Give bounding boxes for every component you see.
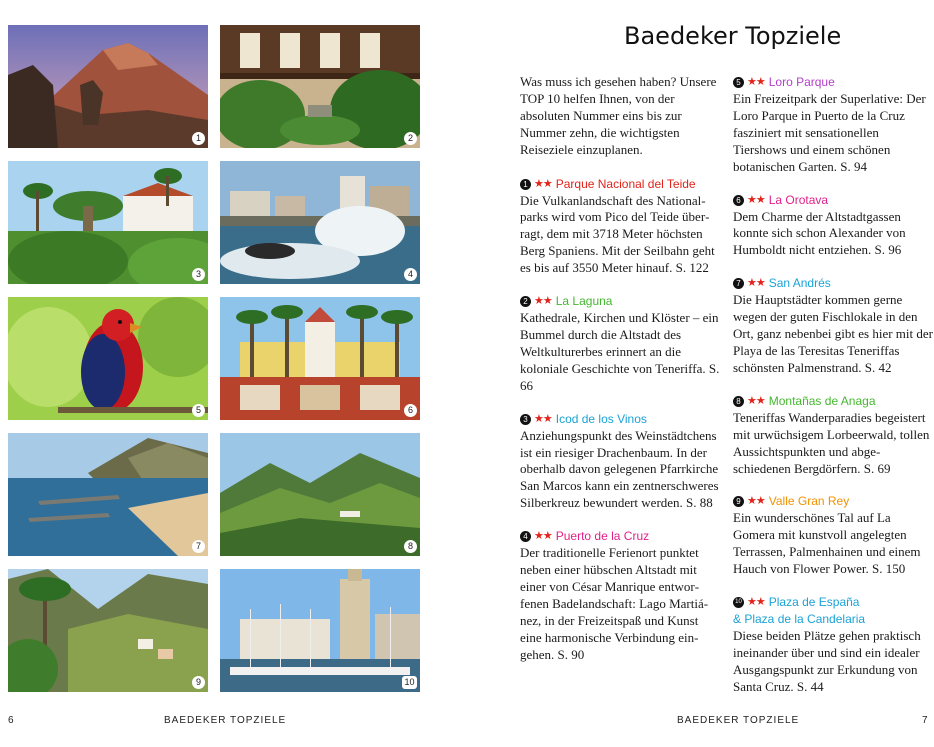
photo-number: 1 xyxy=(192,132,205,145)
entry-heading xyxy=(733,74,933,91)
photo-plaza-palms xyxy=(220,297,420,420)
entry-title: Valle Gran Rey xyxy=(768,494,850,509)
page-number-left: 6 xyxy=(8,715,15,726)
entry-description: Anziehungspunkt des Weinstädtchens ist ein riesiger Drachenbaum. In der oberhalb davon gelegenen Pfarrkirche San Marcos kann ein zentnerschweres Silberkreuz bewundert werden. S. 88 xyxy=(520,427,719,511)
entry-heading xyxy=(733,192,933,209)
entry-heading xyxy=(520,176,720,193)
photo-anaga-mountains xyxy=(220,433,420,556)
running-header-right: BAEDEKER TOPZIELE xyxy=(677,715,800,726)
entry-title-line-2: & Plaza de la Candelaria xyxy=(733,612,866,627)
text-column-right xyxy=(733,74,933,712)
entry-description: Teneriffas Wanderparadies begeistert mit urwüchsigem Lorbeerwald, tollen Aussichtspunkten und abgeschiedenen Bergdörfern. S. 69 xyxy=(733,409,930,476)
entry-number-badge: 2 xyxy=(520,296,531,307)
photo-number: 6 xyxy=(404,404,417,417)
entry-description: Kathedrale, Kirchen und Klöster – ein Bummel durch die Altstadt des Weltkulturerbes erinnert an die koloniale Geschichte von Teneriffa. S. 66 xyxy=(520,310,720,393)
photo-teide xyxy=(8,25,208,148)
entry-number-badge: 5 xyxy=(733,77,744,88)
photo-parrot xyxy=(8,297,208,420)
entry-description: Der traditionelle Ferienort punktet neben einer hübschen Altstadt mit einer von César Manrique entworfenen Badelandschaft: Lago Martiánez, in der Freizeitspaß und Kunst eine harmonische Verbindung eingehen. S. 90 xyxy=(520,545,709,662)
entry-heading xyxy=(520,528,720,545)
entry-number-badge: 7 xyxy=(733,278,744,289)
two-star-icon: ★★ xyxy=(747,277,765,290)
photo-number: 10 xyxy=(402,676,417,689)
top-entry-9 xyxy=(733,493,933,578)
entry-description: Diese beiden Plätze gehen praktisch ineinander über und sind ein idealer Ausgangspunkt zur Erkundung von Santa Cruz. S. 44 xyxy=(733,628,921,694)
two-star-icon: ★★ xyxy=(534,412,552,425)
entry-number-badge: 9 xyxy=(733,496,744,507)
entry-number-badge: 8 xyxy=(733,396,744,407)
entry-heading xyxy=(733,594,933,611)
top-entry-7 xyxy=(733,275,933,377)
entry-number-badge: 6 xyxy=(733,195,744,206)
two-star-icon: ★★ xyxy=(747,394,765,407)
entry-title: La Laguna xyxy=(555,294,613,309)
entry-title: Montañas de Anaga xyxy=(768,393,876,408)
two-star-icon: ★★ xyxy=(534,530,552,543)
top-entry-10 xyxy=(733,594,933,696)
page-number-right: 7 xyxy=(922,715,929,726)
entry-heading xyxy=(733,275,933,292)
photo-courtyard xyxy=(220,25,420,148)
entry-description: Dem Charme der Altstadtgassen konnte sich schon Alexander von Humboldt nicht entziehen. S. 96 xyxy=(733,208,906,258)
entry-title: San Andrés xyxy=(768,276,831,291)
entry-title: La Orotava xyxy=(768,192,829,207)
top-entry-6 xyxy=(733,192,933,260)
top-entry-3 xyxy=(520,411,720,513)
entry-description: Die Vulkanlandschaft des Nationalparks wird vom Pico del Teide überragt, dem mit 3718 Meter höchsten Berg Spaniens. Mit der Seilbahn geht es bis auf 3550 Meter hinauf. S. 122 xyxy=(520,192,715,276)
photo-number: 5 xyxy=(192,404,205,417)
entry-number-badge: 4 xyxy=(520,531,531,542)
entry-heading xyxy=(733,393,933,410)
entry-heading xyxy=(520,411,720,428)
top-entry-2 xyxy=(520,293,720,395)
entry-description: Ein Freizeitpark der Superlative: Der Loro Parque in Puerto de la Cruz fasziniert mit sensationellen Tiershows und einem schönen botanischen Garten. S. 94 xyxy=(733,91,926,174)
two-star-icon: ★★ xyxy=(747,193,765,206)
entry-number-badge: 10 xyxy=(733,597,744,608)
top-entry-1 xyxy=(520,176,720,278)
photo-beach-teresitas xyxy=(8,433,208,556)
top-entry-5 xyxy=(733,74,933,176)
photo-number: 7 xyxy=(192,540,205,553)
two-star-icon: ★★ xyxy=(747,596,765,609)
running-header-left: BAEDEKER TOPZIELE xyxy=(164,715,287,726)
text-column-left xyxy=(520,74,720,679)
photo-santa-cruz-harbour xyxy=(220,569,420,692)
two-star-icon: ★★ xyxy=(747,495,765,508)
entry-description: Die Hauptstädter kommen gerne wegen der guten Fischlokale in den Ort, ganz nebenbei gibt es hier mit der Playa de las Teresitas Teneriffas schönsten Palmenstrand. S. 42 xyxy=(733,292,933,375)
entry-heading xyxy=(733,493,933,510)
intro-text: Was muss ich gesehen haben? Unsere TOP 10 helfen Ihnen, von der absoluten Nummer eins bis zur Nummer zehn, die wichtigsten Reiseziele einzuplanen. xyxy=(520,74,717,157)
photo-number: 4 xyxy=(404,268,417,281)
entry-title: Parque Nacional del Teide xyxy=(555,176,696,191)
entry-description: Ein wunderschönes Tal auf La Gomera mit kunstvoll angelegten Terrassen, Palmenhainen und einem Hauch von Flower Power. S. 150 xyxy=(733,510,921,577)
entry-title: Plaza de España xyxy=(768,595,860,610)
entry-title: Loro Parque xyxy=(768,75,835,89)
photo-number: 2 xyxy=(404,132,417,145)
entry-number-badge: 3 xyxy=(520,414,531,425)
entry-heading xyxy=(520,293,720,310)
photo-valle-gran-rey xyxy=(8,569,208,692)
entry-number-badge: 1 xyxy=(520,179,531,190)
photo-coast-waves xyxy=(220,161,420,284)
photo-number: 9 xyxy=(192,676,205,689)
two-star-icon: ★★ xyxy=(534,295,552,308)
two-star-icon: ★★ xyxy=(534,177,552,190)
two-star-icon: ★★ xyxy=(747,76,765,88)
page-title: Baedeker Topziele xyxy=(624,22,842,50)
entry-title: Puerto de la Cruz xyxy=(555,529,650,544)
photo-number: 3 xyxy=(192,268,205,281)
entry-title: Icod de los Vinos xyxy=(555,411,647,426)
photo-number: 8 xyxy=(404,540,417,553)
photo-dragon-tree xyxy=(8,161,208,284)
top-entry-8 xyxy=(733,393,933,478)
top-entry-4 xyxy=(520,528,720,663)
